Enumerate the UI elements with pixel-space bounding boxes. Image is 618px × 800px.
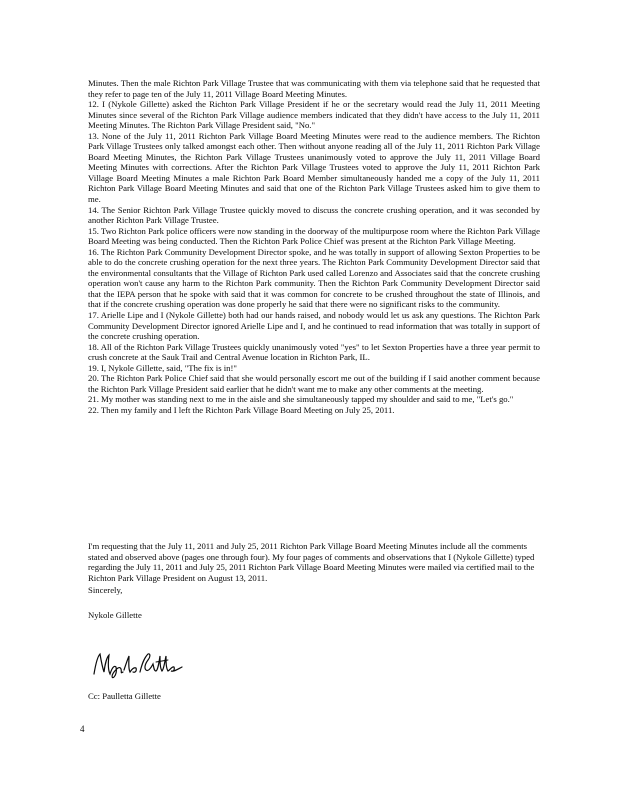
item-21: 21. My mother was standing next to me in the aisle and she simultaneously tapped my shoulder and said to me, "Let's go.": [88, 394, 514, 405]
item-14: 14. The Senior Richton Park Village Trustee quickly moved to discuss the concrete crushing operation, and it was seconded by another Richton Park Village Trustee.: [88, 204, 540, 226]
item-19: 19. I, Nykole Gillette, said, "The fix is in!": [88, 362, 237, 373]
paragraph-continuation: Minutes. Then the male Richton Park Village Trustee that was communicating with them via telephone said that he requested that they refer to page ten of the July 11, 2011 Village Board Meeting Minutes.: [88, 78, 540, 99]
page-number: 4: [80, 724, 85, 734]
handwritten-signature: [90, 648, 190, 682]
cc-line: Cc: Paulletta Gillette: [88, 691, 161, 701]
item-17: 17. Arielle Lipe and I (Nykole Gillette) both had our hands raised, and nobody would let us ask any questions. The Richton Park Community Development Director ignored Arielle Lipe and I, and he continued to read information that was totally in support of the concrete crushing operation.: [88, 310, 540, 342]
closing: Sincerely,: [88, 585, 123, 595]
item-18: 18. All of the Richton Park Village Trustees quickly unanimously voted "yes" to let Sexton Properties have a three year permit to crush concrete at the Sauk Trail and Central Avenue location in Richton Park, IL.: [88, 341, 540, 363]
signer-name: Nykole Gillette: [88, 610, 142, 620]
item-16: 16. The Richton Park Community Development Director spoke, and he was totally in support of allowing Sexton Properties to be able to do the concrete crushing operation for the next three years. The Richton Park Community Development Director said that the environmental consultants that the Village of Richton Park used called Lorenzo and Associates said that the concrete crushing operation won't cause any harm to the Richton Park community. Then the Richton Park Community Development Director said that the IEPA person that he spoke with said that it was common for concrete to be crushed throughout the state of Illinois, and that if the concrete crushing operation was done properly he said that there were no significant risks to the community.: [88, 246, 540, 310]
request-paragraph: I'm requesting that the July 11, 2011 and July 25, 2011 Richton Park Village Board Meeting Minutes include all the comments stated and observed above (pages one through four). My four pages of comments and observations that I (Nykole Gillette) typed regarding the July 11, 2011 and July 25, 2011 Richton Park Village Board Meeting Minutes were mailed via certified mail to the Richton Park Village President on August 13, 2011.: [88, 541, 535, 583]
item-20: 20. The Richton Park Police Chief said that she would personally escort me out of the building if I said another comment because the Richton Park Village President said earlier that he didn't want me to make any other comments at the meeting.: [88, 373, 540, 394]
item-22: 22. Then my family and I left the Richton Park Village Board Meeting on July 25, 2011.: [88, 404, 395, 415]
item-15: 15. Two Richton Park police officers were now standing in the doorway of the multipurpose room where the Richton Park Village Board Meeting was being conducted. Then the Richton Park Police Chief was present at the Richton Park Village Meeting.: [88, 225, 540, 247]
minutes-body: [88, 78, 540, 416]
item-13: 13. None of the July 11, 2011 Richton Park Village Board Meeting Minutes were read to the audience members. The Richton Park Village Trustees only talked amongst each other. Then without anyone reading all of the July 11, 2011 Richton Park Village Board Meeting Minutes, the Richton Park Village Trustees unanimously voted to approve the July 11, 2011 Village Board Meeting Minutes with corrections. After the Richton Park Village Trustees voted to approve the July 11, 2011 Richton Park Village Board Meeting Minutes a male Richton Park Board Member simultaneously handed me a copy of the July 11, 2011 Richton Park Village Board Meeting Minutes and said that one of the Richton Park Village Trustees asked him to give them to me.: [88, 130, 540, 205]
item-12: 12. I (Nykole Gillette) asked the Richton Park Village President if he or the secretary would read the July 11, 2011 Meeting Minutes since several of the Richton Park Village audience members indicated that they didn't have access to the July 11, 2011 Meeting Minutes. The Richton Park Village President said, "No.": [88, 99, 540, 131]
